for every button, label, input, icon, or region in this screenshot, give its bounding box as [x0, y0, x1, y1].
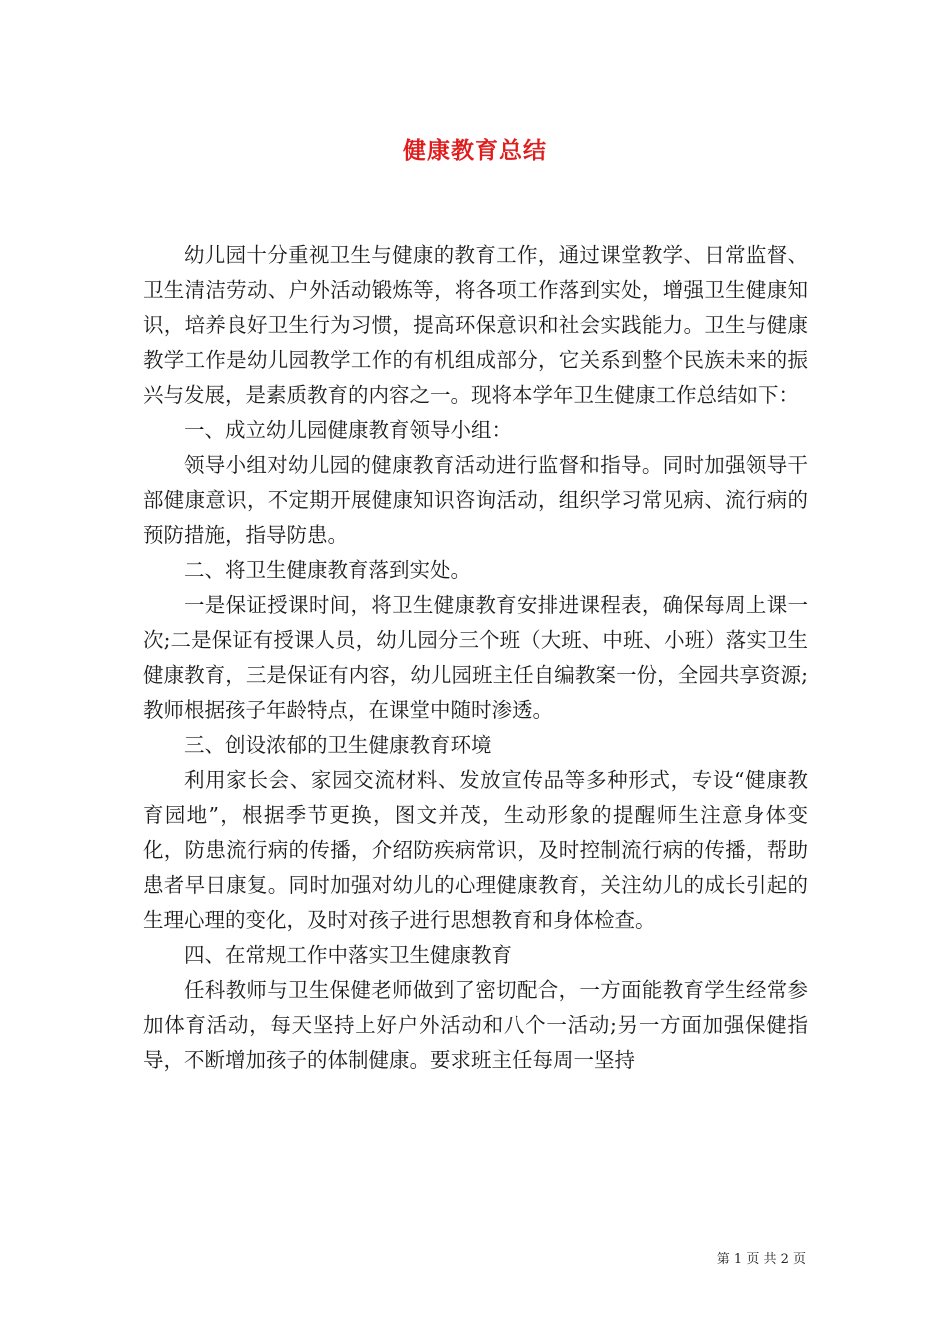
page-number-footer: 第 1 页 共 2 页 [716, 1252, 806, 1267]
paragraph-intro: 幼儿园十分重视卫生与健康的教育工作，通过课堂教学、日常监督、卫生清洁劳动、户外活动锻炼等，将各项工作落到实处，增强卫生健康知识，培养良好卫生行为习惯，提高环保意识和社会实践能力。卫生与健康教学工作是幼儿园教学工作的有机组成部分，它关系到整个民族未来的振兴与发展，是素质教育的内容之一。现将本学年卫生健康工作总结如下： [143, 243, 808, 407]
paragraph-section-3: 利用家长会、家园交流材料、发放宣传品等多种形式，专设“健康教育园地”，根据季节更换，图文并茂，生动形象的提醒师生注意身体变化，防患流行病的传播，介绍防疾病常识，及时控制流行病的传播，帮助患者早日康复。同时加强对幼儿的心理健康教育，关注幼儿的成长引起的生理心理的变化，及时对孩子进行思想教育和身体检查。 [143, 768, 808, 932]
heading-section-2: 二、将卫生健康教育落到实处。 [184, 558, 471, 582]
paragraph-section-2: 一是保证授课时间，将卫生健康教育安排进课程表，确保每周上课一次;二是保证有授课人员，幼儿园分三个班（大班、中班、小班）落实卫生健康教育，三是保证有内容，幼儿园班主任自编教案一份，全园共享资源;教师根据孩子年龄特点，在课堂中随时渗透。 [143, 593, 808, 722]
heading-section-4: 四、在常规工作中落实卫生健康教育 [184, 943, 512, 967]
heading-section-1: 一、成立幼儿园健康教育领导小组： [184, 418, 512, 442]
document-body [143, 238, 808, 1078]
paragraph-section-1: 领导小组对幼儿园的健康教育活动进行监督和指导。同时加强领导干部健康意识，不定期开展健康知识咨询活动，组织学习常见病、流行病的预防措施，指导防患。 [143, 453, 808, 547]
heading-section-3: 三、创设浓郁的卫生健康教育环境 [184, 733, 492, 757]
document-title: 健康教育总结 [403, 137, 547, 164]
paragraph-section-4: 任科教师与卫生保健老师做到了密切配合，一方面能教育学生经常参加体育活动，每天坚持上好户外活动和八个一活动;另一方面加强保健指导，不断增加孩子的体制健康。要求班主任每周一坚持 [143, 978, 808, 1072]
